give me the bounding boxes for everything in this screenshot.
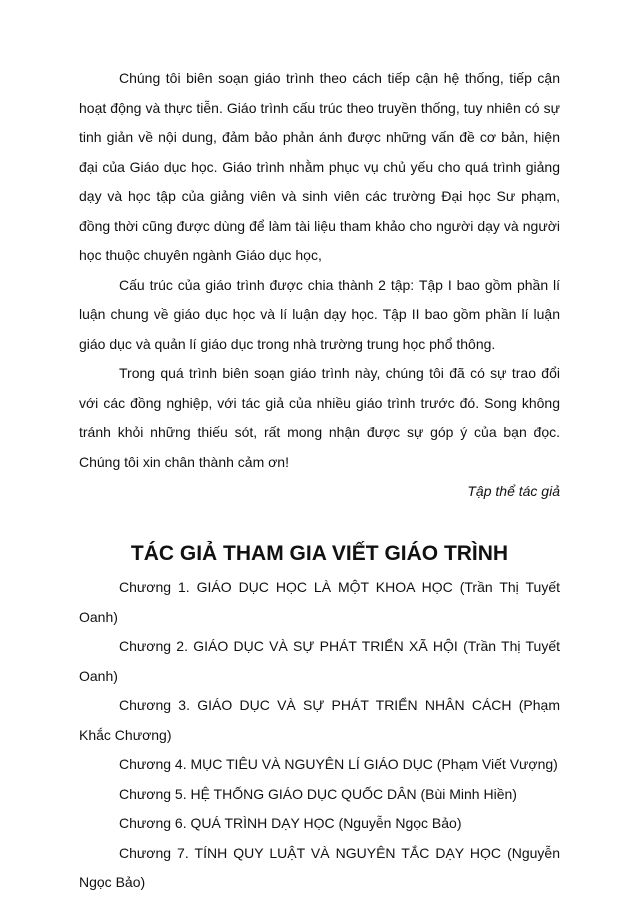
chapter-entry-2: Chương 2. GIÁO DỤC VÀ SỰ PHÁT TRIỂN XÃ HỘI (Trần Thị Tuyết Oanh) — [79, 638, 560, 684]
chapter-entry-7: Chương 7. TÍNH QUY LUẬT VÀ NGUYÊN TẮC DẠY HỌC (Nguyễn Ngọc Bảo) — [79, 844, 560, 890]
authors-section — [79, 539, 560, 898]
chapter-entry-1: Chương 1. GIÁO DỤC HỌC LÀ MỘT KHOA HỌC (Trần Thị Tuyết Oanh) — [79, 579, 560, 625]
chapter-entry-4: Chương 4. MỤC TIÊU VÀ NGUYÊN LÍ GIÁO DỤC (Phạm Viết Vượng) — [119, 756, 558, 772]
preface-paragraph-3: Trong quá trình biên soạn giáo trình này, chúng tôi đã có sự trao đổi với các đồng nghiệp, với tác giả của nhiều giáo trình trước đó. Song không tránh khỏi những thiếu sót, rất mong nhận được sự góp ý của bạn đọc. Chúng tôi xin chân thành cảm ơn! — [79, 365, 560, 470]
preface-section — [79, 64, 560, 507]
authors-signature: Tập thể tác giả — [467, 483, 560, 499]
preface-paragraph-2: Cấu trúc của giáo trình được chia thành 2 tập: Tập I bao gồm phần lí luận chung về giáo dục học và lí luận dạy học. Tập II bao gồm phần lí luận giáo dục và quản lí giáo dục trong nhà trường trung học phổ thông. — [79, 276, 560, 352]
chapter-entry-3: Chương 3. GIÁO DỤC VÀ SỰ PHÁT TRIỂN NHÂN CÁCH (Phạm Khắc Chương) — [79, 697, 560, 743]
authors-heading: TÁC GIẢ THAM GIA VIẾT GIÁO TRÌNH — [130, 541, 509, 565]
preface-paragraph-1: Chúng tôi biên soạn giáo trình theo cách tiếp cận hệ thống, tiếp cận hoạt động và thực tiễn. Giáo trình cấu trúc theo truyền thống, tuy nhiên có sự tinh giản về nội dung, đảm bảo phản ánh được những vấn đề cơ bản, hiện đại của Giáo dục học. Giáo trình nhằm phục vụ chủ yếu cho quá trình giảng dạy và học tập của giảng viên và sinh viên các trường Đại học Sư phạm, đồng thời cũng được dùng để làm tài liệu tham khảo cho người dạy và người học thuộc chuyên ngành Giáo dục học, — [79, 70, 560, 263]
chapter-entry-5: Chương 5. HỆ THỐNG GIÁO DỤC QUỐC DÂN (Bùi Minh Hiền) — [119, 785, 517, 802]
chapter-entry-6: Chương 6. QUÁ TRÌNH DẠY HỌC (Nguyễn Ngọc Bảo) — [119, 815, 462, 831]
